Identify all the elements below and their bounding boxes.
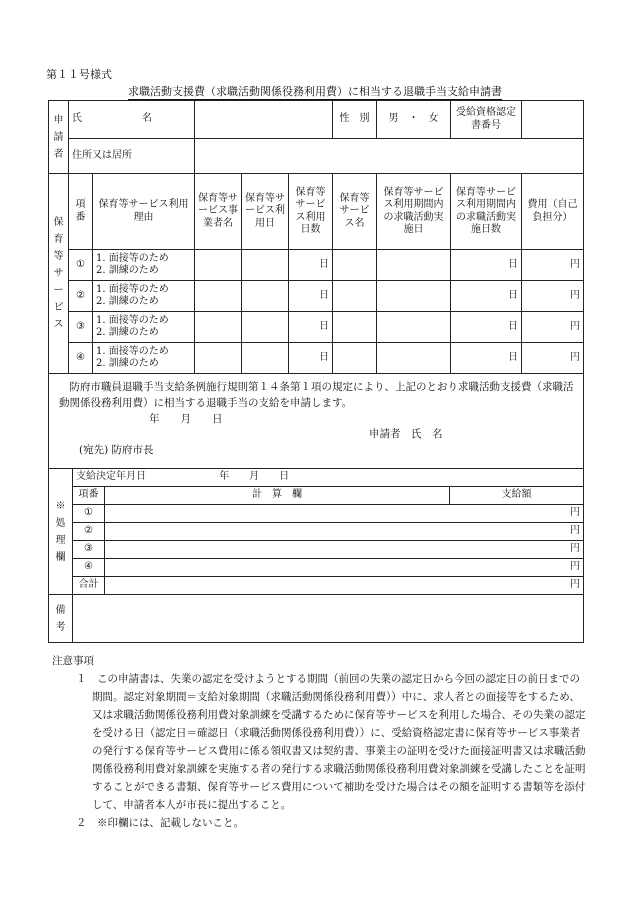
row-service-name[interactable] [333, 281, 377, 312]
service-row [49, 250, 584, 281]
proc-row-number: ③ [73, 541, 105, 559]
header-service-name: 保育等サービス名 [333, 174, 377, 250]
note-item-1: １ この申請書は、失業の認定を受けようとする期間（前回の失業の認定日から今回の認定日の前日までの期間。認定対象期間＝支給対象期間（求職活動関係役務利用費））中に、求人者との面接等をするため、又は求職活動関係役務利用費対象訓練を受講するために保育等サービスを利用した場合、その失業の認定を受ける日（認定日＝確認日（求職活動関係役務利用費））に、受給資格認定書に保育等サービス事業者の発行する保育等サービス費用に係る領収書又は契約書、事業主の証明を受けた面接証明書又は求職活動関係役務利用費対象訓練を実施する者の発行する求職活動関係役務利用費対象訓練を受講したことを証明することができる書類、保育等サービス費用について補助を受けた場合はその額を証明する書類等を添付して、申請者本人が市長に提出すること。 [76, 673, 586, 812]
header-use-days: 保育等サービス利用日 [242, 174, 289, 250]
row-activity-days[interactable]: 日 [451, 343, 522, 374]
services-section-label: 保育等サービス [49, 174, 69, 374]
reason-line-1: 1. 面接等のため [96, 283, 169, 295]
row-use-count[interactable]: 日 [289, 281, 333, 312]
row-use-days[interactable] [242, 312, 289, 343]
row-use-count[interactable]: 日 [289, 250, 333, 281]
row-activity-days[interactable]: 日 [451, 312, 522, 343]
form-title [0, 83, 630, 99]
note-item-2: ２ ※印欄には、記載しないこと。 [76, 817, 244, 830]
decision-date-field[interactable]: 年 月 日 [219, 471, 290, 483]
gender-label: 性 別 [333, 101, 377, 139]
proc-total-label: 合計 [73, 577, 105, 595]
row-provider[interactable] [195, 250, 242, 281]
row-provider[interactable] [195, 343, 242, 374]
name-field[interactable] [195, 101, 333, 139]
declaration-signer: 申請者 氏 名 [369, 428, 443, 441]
notes-heading: 注意事項 [52, 655, 94, 667]
row-cost[interactable]: 円 [522, 281, 584, 312]
row-reason[interactable] [93, 343, 195, 374]
row-use-days[interactable] [242, 281, 289, 312]
processing-section-label: ※処理欄 [49, 469, 73, 595]
declaration-date[interactable]: 年 月 日 [149, 412, 223, 425]
row-number: ② [69, 281, 93, 312]
remarks-field[interactable] [73, 595, 584, 643]
header-reason: 保育等サービス利用理由 [93, 174, 195, 250]
reason-line-2: 2. 訓練のため [96, 358, 159, 369]
service-row [49, 312, 584, 343]
cert-number-label: 受給資格認定書番号 [451, 101, 522, 139]
row-reason[interactable] [93, 312, 195, 343]
service-row [49, 343, 584, 374]
decision-date-label: 支給決定年月日 [76, 471, 146, 483]
row-number: ① [69, 250, 93, 281]
row-use-days[interactable] [242, 343, 289, 374]
row-service-name[interactable] [333, 250, 377, 281]
row-service-name[interactable] [333, 343, 377, 374]
remarks-label: 備考 [49, 595, 73, 643]
reason-line-1: 1. 面接等のため [96, 314, 169, 326]
row-service-name[interactable] [333, 312, 377, 343]
proc-row-amount[interactable]: 円 [105, 523, 584, 541]
proc-row-amount[interactable]: 円 [105, 541, 584, 559]
proc-row-amount[interactable]: 円 [105, 505, 584, 523]
reason-line-1: 1. 面接等のため [96, 345, 169, 357]
processing-table [48, 468, 584, 643]
address-label: 住所又は居所 [69, 139, 195, 174]
header-cost: 費用（自己負担分） [522, 174, 584, 250]
header-activity-date: 保育等サービス利用期間内の求職活動実施日 [377, 174, 451, 250]
notes-section [52, 652, 590, 832]
row-number: ③ [69, 312, 93, 343]
declaration-addressee: (宛先) 防府市長 [79, 444, 154, 456]
decision-date-row [73, 469, 584, 487]
reason-line-2: 2. 訓練のため [96, 296, 159, 307]
application-table [48, 100, 584, 469]
proc-total-row [49, 577, 584, 595]
reason-line-2: 2. 訓練のため [96, 327, 159, 338]
row-activity-days[interactable]: 日 [451, 250, 522, 281]
gender-options[interactable]: 男 ・ 女 [377, 101, 451, 139]
row-number: ④ [69, 343, 93, 374]
proc-header-no: 項番 [73, 487, 105, 505]
reason-line-1: 1. 面接等のため [96, 252, 169, 264]
row-activity-date[interactable] [377, 281, 451, 312]
proc-row [49, 541, 584, 559]
row-reason[interactable] [93, 281, 195, 312]
declaration-text: 防府市職員退職手当支給条例施行規則第１４条第１項の規定により、上記のとおり求職活動支援費（求職活動関係役務利用費）に相当する退職手当の支給を申請します。 [59, 381, 574, 409]
proc-total-amount[interactable]: 円 [105, 577, 584, 595]
proc-row [49, 559, 584, 577]
row-use-days[interactable] [242, 250, 289, 281]
row-provider[interactable] [195, 312, 242, 343]
proc-row [49, 505, 584, 523]
proc-row-number: ② [73, 523, 105, 541]
row-use-count[interactable]: 日 [289, 343, 333, 374]
row-cost[interactable]: 円 [522, 250, 584, 281]
row-provider[interactable] [195, 281, 242, 312]
row-activity-date[interactable] [377, 312, 451, 343]
proc-header-amount: 支給額 [450, 487, 584, 505]
proc-row-number: ④ [73, 559, 105, 577]
form-number: 第１１号様式 [46, 68, 112, 81]
header-use-count: 保育等サービス利用日数 [289, 174, 333, 250]
header-activity-days: 保育等サービス利用期間内の求職活動実施日数 [451, 174, 522, 250]
row-cost[interactable]: 円 [522, 343, 584, 374]
name-label: 氏 名 [69, 101, 195, 139]
cert-number-field[interactable] [522, 101, 584, 139]
row-use-count[interactable]: 日 [289, 312, 333, 343]
header-provider: 保育等サービス事業者名 [195, 174, 242, 250]
declaration-box [49, 374, 584, 469]
reason-line-2: 2. 訓練のため [96, 265, 159, 276]
row-reason[interactable] [93, 250, 195, 281]
applicant-section-label: 申請者 [49, 101, 69, 174]
header-no: 項番 [69, 174, 93, 250]
proc-row-amount[interactable]: 円 [105, 559, 584, 577]
proc-row-number: ① [73, 505, 105, 523]
row-activity-date[interactable] [377, 250, 451, 281]
address-field[interactable] [195, 139, 584, 174]
proc-row [49, 523, 584, 541]
row-cost[interactable]: 円 [522, 312, 584, 343]
service-row [49, 281, 584, 312]
row-activity-days[interactable]: 日 [451, 281, 522, 312]
proc-header-calc: 計 算 欄 [105, 487, 450, 505]
form-title-text: 求職活動支援費（求職活動関係役務利用費）に相当する退職手当支給申請書 [128, 85, 502, 98]
row-activity-date[interactable] [377, 343, 451, 374]
